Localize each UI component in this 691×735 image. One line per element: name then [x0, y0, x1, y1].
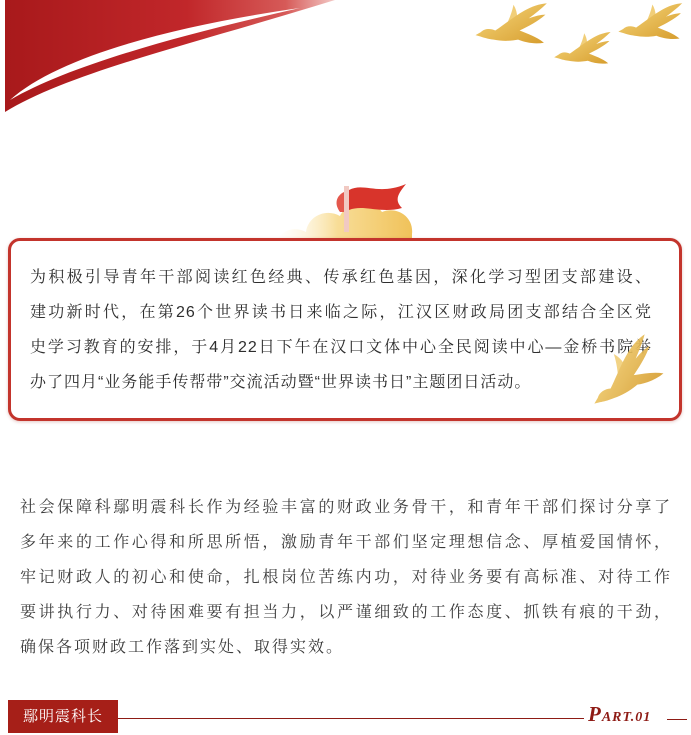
- body-paragraph: [20, 490, 672, 665]
- flag-flame: [337, 192, 344, 212]
- section-label: 鄢明震科长: [8, 700, 118, 733]
- intro-line: 办了四月“业务能手传帮带”交流活动暨“世界读书日”主题团日活动。: [30, 374, 532, 391]
- intro-line: 为积极引导青年干部阅读红色经典、传承红色基因，深化学习型团支部建设、: [30, 269, 652, 286]
- body-line: 社会保障科鄢明震科长作为经验丰富的财政业务骨干，和青年干部们探讨分享了: [20, 499, 672, 516]
- red-wave-banner: [0, 0, 340, 116]
- cloud-flag-icon: [270, 178, 420, 244]
- body-line: 确保各项财政工作落到实处、取得实效。: [20, 639, 345, 656]
- body-line: 多年来的工作心得和所思所悟，激励青年干部们坚定理想信念、厚植爱国情怀，: [20, 534, 672, 551]
- dove-icon: [617, 3, 685, 44]
- flag-shape: [349, 184, 406, 210]
- intro-line: 史学习教育的安排，于4月22日下午在汉口文体中心全民阅读中心—金桥书院举: [30, 339, 652, 356]
- body-line: 牢记财政人的初心和使命，扎根岗位苦练内功，对待业务要有高标准、对待工作: [20, 569, 672, 586]
- dove-icon: [474, 3, 550, 49]
- intro-line: 建功新时代，在第26个世界读书日来临之际，江汉区财政局团支部结合全区党: [30, 304, 652, 321]
- part-number: PART.01: [588, 702, 652, 726]
- section-rule: [118, 718, 584, 719]
- dove-icon: [553, 32, 613, 68]
- banner-red-shape: [5, 0, 335, 112]
- flag-pole: [344, 186, 349, 232]
- section-rule-end: [667, 719, 687, 720]
- intro-box: [8, 238, 682, 421]
- body-line: 要讲执行力、对待困难要有担当力，以严谨细致的工作态度、抓铁有痕的干劲，: [20, 604, 672, 621]
